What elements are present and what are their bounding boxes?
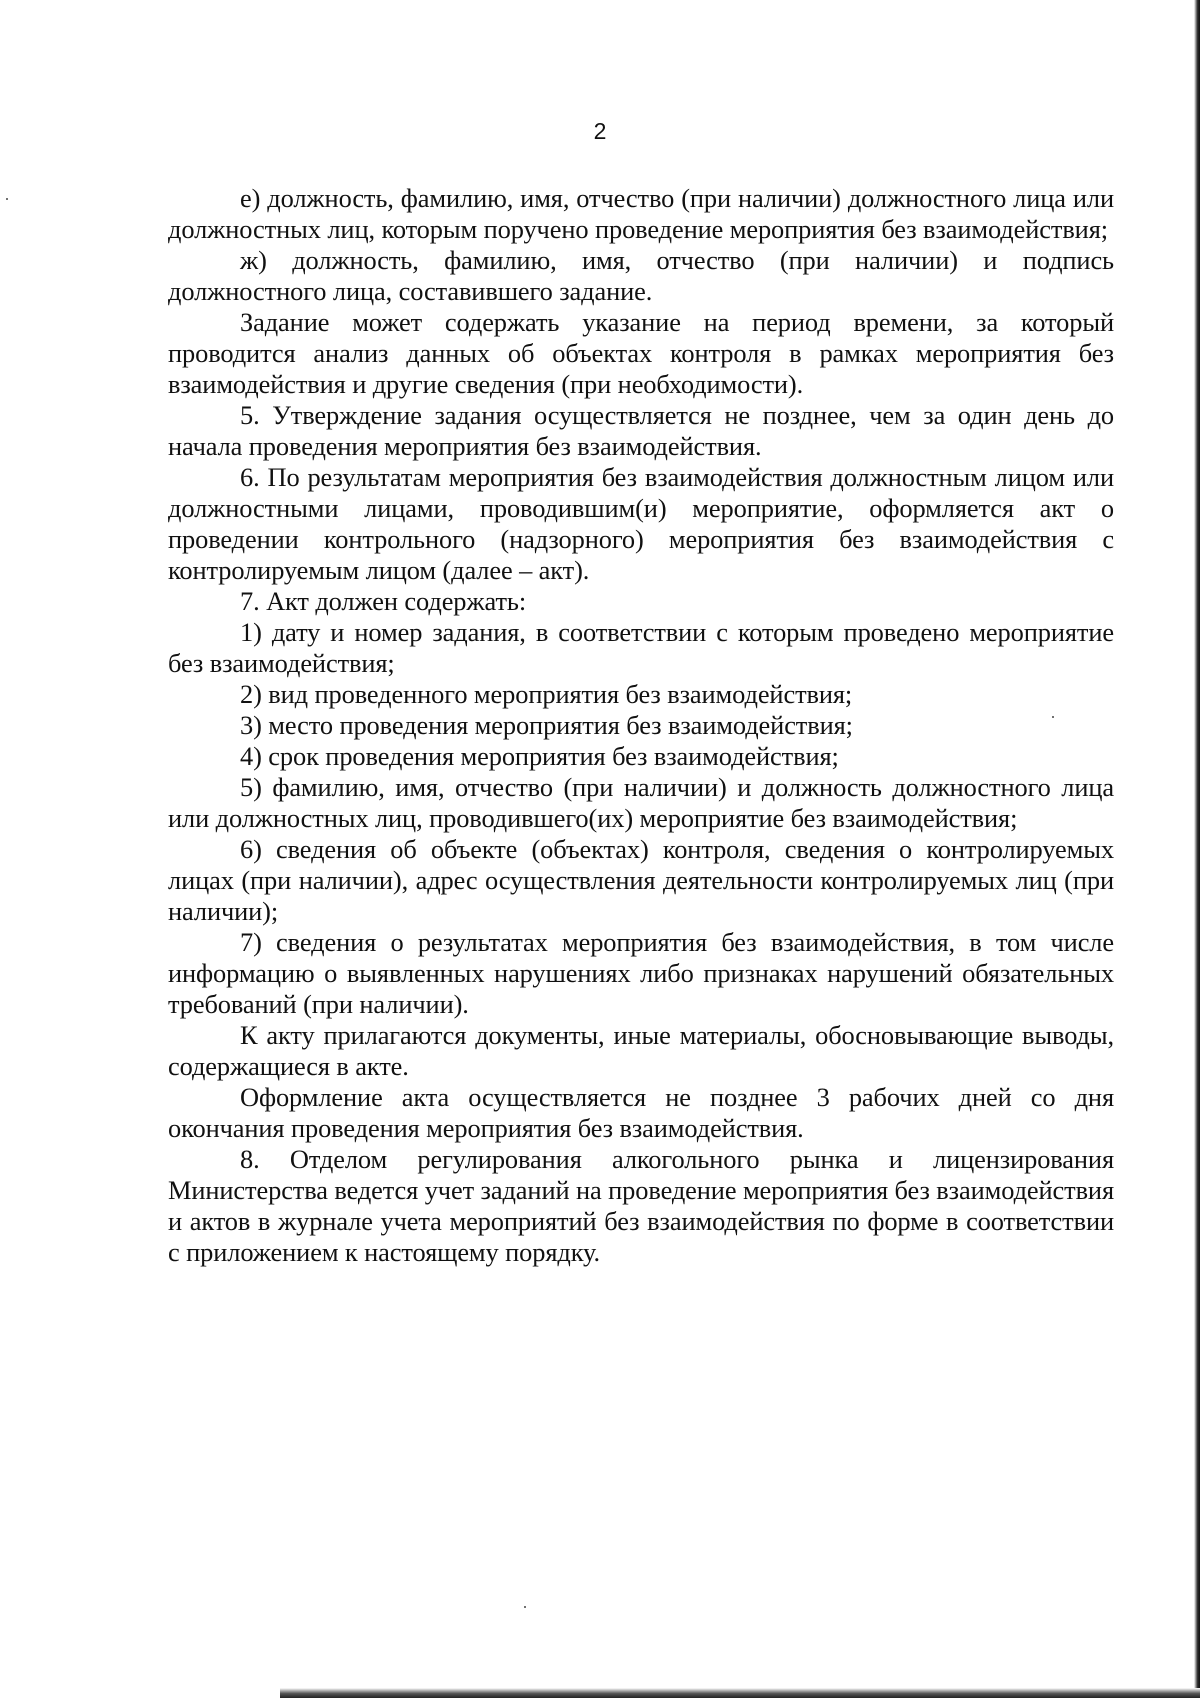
paragraph-act-deadline: Оформление акта осуществляется не позднее 3 рабочих дней со дня окончания проведения мероприятия без взаимодействия. xyxy=(168,1082,1114,1143)
paragraph-clause-8: 8. Отделом регулирования алкогольного рынка и лицензирования Министерства ведется учет заданий на проведение мероприятия без взаимодействия и актов в журнале учета мероприятий без взаимодействия по форме в соответствии с приложением к настоящему порядку. xyxy=(168,1144,1114,1267)
paragraph-act-item-4: 4) срок проведения мероприятия без взаимодействия; xyxy=(240,741,839,771)
scan-edge-right xyxy=(1194,0,1200,1698)
paragraph-item-zh: ж) должность, фамилию, имя, отчество (при наличии) и подпись должностного лица, составившего задание. xyxy=(168,245,1114,306)
paragraph-task-period: Задание может содержать указание на период времени, за который проводится анализ данных об объектах контроля в рамках мероприятия без взаимодействия и другие сведения (при необходимости). xyxy=(168,307,1114,399)
page-number: 2 xyxy=(593,118,607,144)
paragraph-attachments: К акту прилагаются документы, иные материалы, обосновывающие выводы, содержащиеся в акте. xyxy=(168,1020,1114,1081)
paragraph-item-e: е) должность, фамилию, имя, отчество (при наличии) должностного лица или должностных лиц, которым поручено проведение мероприятия без взаимодействия; xyxy=(168,183,1114,244)
scan-speck xyxy=(1052,716,1054,718)
scan-edge-bottom xyxy=(280,1688,1200,1698)
paragraph-act-item-7: 7) сведения о результатах мероприятия без взаимодействия, в том числе информацию о выявленных нарушениях либо признаках нарушений обязательных требований (при наличии). xyxy=(168,927,1114,1019)
paragraph-act-item-3: 3) место проведения мероприятия без взаимодействия; xyxy=(240,710,853,740)
paragraph-act-item-6: 6) сведения об объекте (объектах) контроля, сведения о контролируемых лицах (при наличии), адрес осуществления деятельности контролируемых лиц (при наличии); xyxy=(168,834,1114,926)
document-body xyxy=(168,183,1114,1268)
paragraph-act-item-5: 5) фамилию, имя, отчество (при наличии) и должность должностного лица или должностных лиц, проводившего(их) мероприятие без взаимодействия; xyxy=(168,772,1114,833)
paragraph-clause-5: 5. Утверждение задания осуществляется не позднее, чем за один день до начала проведения мероприятия без взаимодействия. xyxy=(168,400,1114,461)
scan-speck xyxy=(524,1606,526,1608)
paragraph-act-item-2: 2) вид проведенного мероприятия без взаимодействия; xyxy=(240,679,853,709)
paragraph-act-item-1: 1) дату и номер задания, в соответствии с которым проведено мероприятие без взаимодействия; xyxy=(168,617,1114,678)
paragraph-clause-6: 6. По результатам мероприятия без взаимодействия должностным лицом или должностными лицами, проводившим(и) мероприятие, оформляется акт о проведении контрольного (надзорного) мероприятия без взаимодействия с контролируемым лицом (далее – акт). xyxy=(168,462,1114,585)
scan-speck xyxy=(6,198,8,200)
paragraph-clause-7: 7. Акт должен содержать: xyxy=(240,586,527,616)
